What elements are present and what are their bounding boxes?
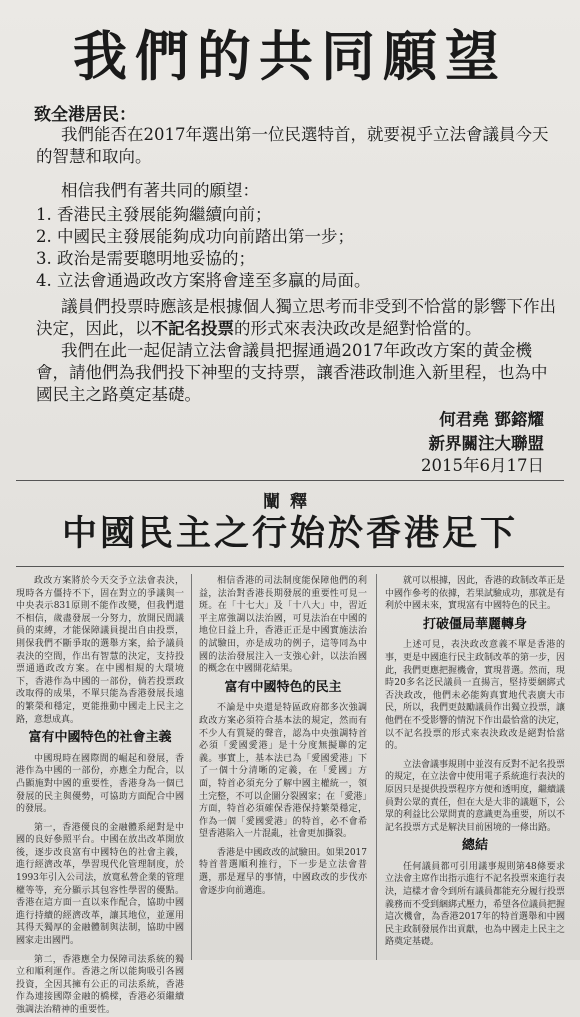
section-heading: 總結 xyxy=(461,838,488,854)
column-paragraph: 上述可見，表決政改意義不單是香港的事，更是中國進行民主政制改革的第一步，因此，我們更應把握機會，實現普選。然而，現時20多名泛民議員一直揚言，堅持要綑綁式否決政改，他們未必能夠真實地代表廣大市民，所以，我們更鼓勵議員作出獨立投票，讓他們在不受影響的情況下作出最恰當的決定，以不記名投票的形式來表決政改是絕對恰當的。 xyxy=(385,640,566,752)
article-column-3 xyxy=(385,575,565,960)
divider xyxy=(16,566,564,567)
signers: 何君堯 鄧鎔耀 xyxy=(439,410,544,429)
wish-item: 3. 政治是需要聰明地妥協的； xyxy=(36,249,255,268)
date: 2015年6月17日 xyxy=(421,456,544,475)
column-paragraph: 第一，香港優良的金融體系絕對是中國的良好參照平台。中國在放出改革開放後，逐步改良富有中國特色的社會主義，進行經濟改革，學習現代化管理制度，於1993年引入公司法，放寬私營企業的管理權等等，充分顯示其包容性學習的優點。香港在這方面一直以來作配合，協助中國進行持續的經濟改革，讓其地位，並運用其得天獨厚的金融體制與法制，協助中國國家走出國門。 xyxy=(16,822,184,947)
column-divider xyxy=(376,574,377,960)
paragraph-wishes-lead: 相信我們有著共同的願望： xyxy=(61,181,259,200)
column-paragraph: 香港是中國政改的試驗田。如果2017特首普選順利推行，下一步是立法會普選，那是遲早的事情，中國政改的步伐亦會逐步向前邁進。 xyxy=(199,847,367,896)
section-heading: 富有中國特色的民主 xyxy=(224,679,342,695)
wish-item: 4. 立法會通過政改方案將會達至多贏的局面。 xyxy=(36,271,371,290)
wish-item: 2. 中國民主發展能夠成功向前踏出第一步； xyxy=(36,227,354,246)
column-paragraph: 相信香港的司法制度能保障他們的利益，法治對香港長期發展的重要性可見一斑。在「十七大」及「十八大」中，習近平主席強調以法治國，可見法治在中國的地位日益上升，香港正正是中國實施法治的試驗田，亦是成功的例子，這等同為中國的法治發展注入一支強心針，以法治國的概念在中國開花結果。 xyxy=(199,576,367,675)
organization: 新界關注大聯盟 xyxy=(428,434,544,453)
column-paragraph: 政改方案將於今天交予立法會表決，現時各方僵持不下，固在對立的爭議與一中央表示831原則不能作改變，但我們還不相信，歲盡發展一分努力，放開民間議員的束縛，才能保障議員提出自由投票，則保我們不斷爭取的選舉方案，給予議員表決的空間，作出有智慧的決定，支持投票通過政改方案。在中國相規的大環境下，香港作為中國的一部份，倘若投票政改取得的成果，不單只能為香港發展長遠的繁榮和穩定，更能推動中國走上民主之路，意想成真。 xyxy=(16,576,184,725)
column-paragraph: 不論是中央還是特區政府都多次強調政改方案必須符合基本法的規定，然而有不少人有質疑的聲音，認為中央強調特首必須「愛國愛港」是十分度無擬聯的定義。事實上，基本法已為「愛國愛港」下了一個十分清晰的定義，在「愛國」方面，特首必須充分了解中國主權統一，領土完整，不可以企圖分裂國家；在「愛港」方面，特首必須確保香港保持繁榮穩定，作為一個「愛國愛港」的特首，必不會希望香港陷入一片混亂，社會更加撕裂。 xyxy=(199,703,367,840)
salutation: 致全港居民： xyxy=(34,105,136,125)
column-paragraph: 任何議員都可引用議事規則第48條要求立法會主席作出指示進行不記名投票來進行表決，這樣才會令到所有議員都能充分履行投票義務而不受到綑綁式壓力，希望各位議員把握這次機會，為香港2017年的特首選舉和中國民主政制發展作出貢獻，也為中國走上民主之路奠定基礎。 xyxy=(385,861,566,948)
explain-label: 闡釋 xyxy=(263,492,317,512)
divider xyxy=(16,480,564,481)
article-headline: 中國民主之行始於香港足下 xyxy=(61,513,518,554)
voting-emphasis: 不記名投票 xyxy=(151,319,234,338)
paragraph-intro: 我們能否在2017年選出第一位民選特首，就要視乎立法會議員今天的智慧和取向。 xyxy=(36,125,549,166)
wish-item: 1. 香港民主發展能夠繼續向前； xyxy=(36,205,272,224)
article-column-2 xyxy=(199,575,367,960)
paragraph-appeal: 我們在此一起促請立法會議員把握通過2017年政改方案的黃金機會，請他們為我們投下神聖的支持票，讓香港政制進入新里程，也為中國民主之路奠定基礎。 xyxy=(36,341,548,404)
voting-text-b: 的形式來表決政改是絕對恰當的。 xyxy=(234,319,482,338)
section-heading: 富有中國特色的社會主義 xyxy=(28,730,172,746)
column-divider xyxy=(191,574,192,960)
column-paragraph: 就可以根據，因此，香港的政制改革正是中國作參考的依據，若果試驗成功，那就是有利於中國未來，實現富有中國特色的民主。 xyxy=(385,576,566,612)
column-paragraph: 立法會議事規則中並沒有反對不記名投票的規定，在立法會中使用電子系統進行表決的原因只是提供投票程序方便和透明度，繼續議員對公眾的責任，但在大是大非的議題下，公眾的利益比公眾問責的意識更為重要，所以不記名投票方式是解決目前困境的一條出路。 xyxy=(385,759,566,833)
article-column-1 xyxy=(16,575,184,1015)
column-paragraph: 中國現時在國際間的崛起和發展，香港作為中國的一部份，亦應全力配合，以凸顯施對中國的重要性，香港身為一個已發展的民主與優勢，可協助方面配合中國的發展。 xyxy=(16,753,184,815)
column-paragraph: 第二，香港應全力保障司法系統的獨立和順利運作。香港之所以能夠吸引各國投資，全因其擁有公正的司法系統，香港作為連接國際金融的橋樑，香港必須繼續強調法治精神的重要性。 xyxy=(16,954,184,1015)
paragraph-voting xyxy=(36,296,556,340)
page-title: 我們的共同願望 xyxy=(73,25,507,88)
section-heading: 打破僵局華麗轉身 xyxy=(422,616,527,632)
voting-text-a: 議員們投票時應該是根據個人獨立思考而非受到不恰當的影響下作出決定，因此，以 xyxy=(36,297,556,338)
